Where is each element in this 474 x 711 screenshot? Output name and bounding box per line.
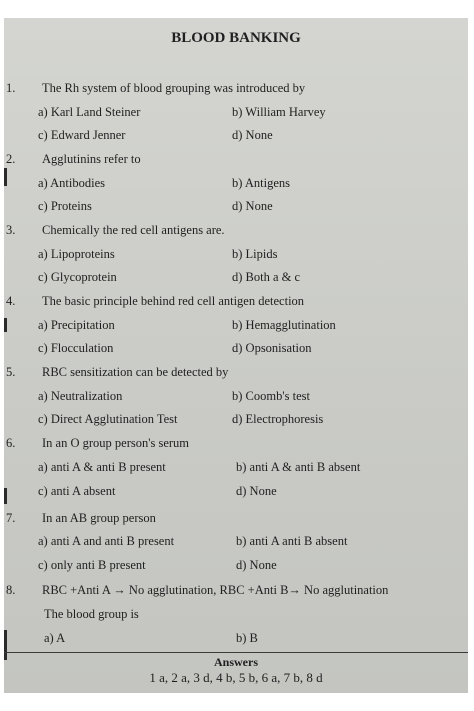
question-stem: RBC +Anti A → No agglutination, RBC +Anti B→ No agglutination bbox=[42, 583, 389, 597]
question-number: 7. bbox=[6, 511, 16, 525]
option-a: a) Antibodies bbox=[38, 176, 106, 190]
option-d: d) Opsonisation bbox=[232, 341, 312, 355]
question-number: 1. bbox=[6, 81, 16, 95]
option-d: d) None bbox=[232, 128, 273, 142]
question-stem-continued: The blood group is bbox=[44, 607, 139, 621]
option-d: d) None bbox=[232, 199, 273, 213]
question-stem: The basic principle behind red cell antigen detection bbox=[42, 294, 305, 308]
question-sheet bbox=[4, 18, 468, 693]
option-c: c) Edward Jenner bbox=[38, 128, 126, 142]
question-number: 5. bbox=[6, 365, 16, 379]
question-number: 8. bbox=[6, 583, 16, 597]
answers-title: Answers bbox=[214, 655, 258, 669]
answers-key: 1 a, 2 a, 3 d, 4 b, 5 b, 6 a, 7 b, 8 d bbox=[149, 670, 323, 685]
question-stem: Agglutinins refer to bbox=[42, 152, 141, 166]
question-number: 4. bbox=[6, 294, 16, 308]
option-a: a) A bbox=[44, 631, 66, 645]
option-d: d) None bbox=[236, 558, 277, 572]
option-a: a) anti A & anti B present bbox=[38, 460, 166, 474]
option-a: a) Lipoproteins bbox=[38, 247, 115, 261]
question-stem: In an AB group person bbox=[42, 511, 156, 525]
option-c: c) Direct Agglutination Test bbox=[38, 412, 178, 426]
left-edge-mark bbox=[4, 318, 7, 332]
option-b: b) Coomb's test bbox=[232, 389, 310, 403]
question-stem: RBC sensitization can be detected by bbox=[42, 365, 229, 379]
option-c: c) Flocculation bbox=[38, 341, 114, 355]
question-number: 6. bbox=[6, 436, 16, 450]
option-c: c) Proteins bbox=[38, 199, 92, 213]
option-a: a) anti A and anti B present bbox=[38, 534, 175, 548]
option-d: d) Both a & c bbox=[232, 270, 301, 284]
question-stem: In an O group person's serum bbox=[42, 436, 190, 450]
option-a: a) Neutralization bbox=[38, 389, 123, 403]
option-b: b) Hemagglutination bbox=[232, 318, 336, 332]
page-title: BLOOD BANKING bbox=[171, 30, 301, 46]
option-c: c) anti A absent bbox=[38, 484, 116, 498]
left-edge-mark bbox=[4, 488, 7, 504]
question-stem: Chemically the red cell antigens are. bbox=[42, 223, 225, 237]
option-b: b) anti A & anti B absent bbox=[236, 460, 361, 474]
option-d: d) None bbox=[236, 484, 277, 498]
question-number: 2. bbox=[6, 152, 16, 166]
option-b: b) Lipids bbox=[232, 247, 278, 261]
option-b: b) Antigens bbox=[232, 176, 290, 190]
left-edge-mark bbox=[4, 168, 7, 186]
option-c: c) only anti B present bbox=[38, 558, 146, 572]
option-d: d) Electrophoresis bbox=[232, 412, 324, 426]
option-b: b) B bbox=[236, 631, 258, 645]
option-a: a) Karl Land Steiner bbox=[38, 105, 141, 119]
option-b: b) William Harvey bbox=[232, 105, 326, 119]
answers-divider bbox=[4, 652, 468, 653]
question-stem: The Rh system of blood grouping was introduced by bbox=[42, 81, 306, 95]
option-b: b) anti A anti B absent bbox=[236, 534, 348, 548]
option-a: a) Precipitation bbox=[38, 318, 115, 332]
option-c: c) Glycoprotein bbox=[38, 270, 117, 284]
question-number: 3. bbox=[6, 223, 16, 237]
